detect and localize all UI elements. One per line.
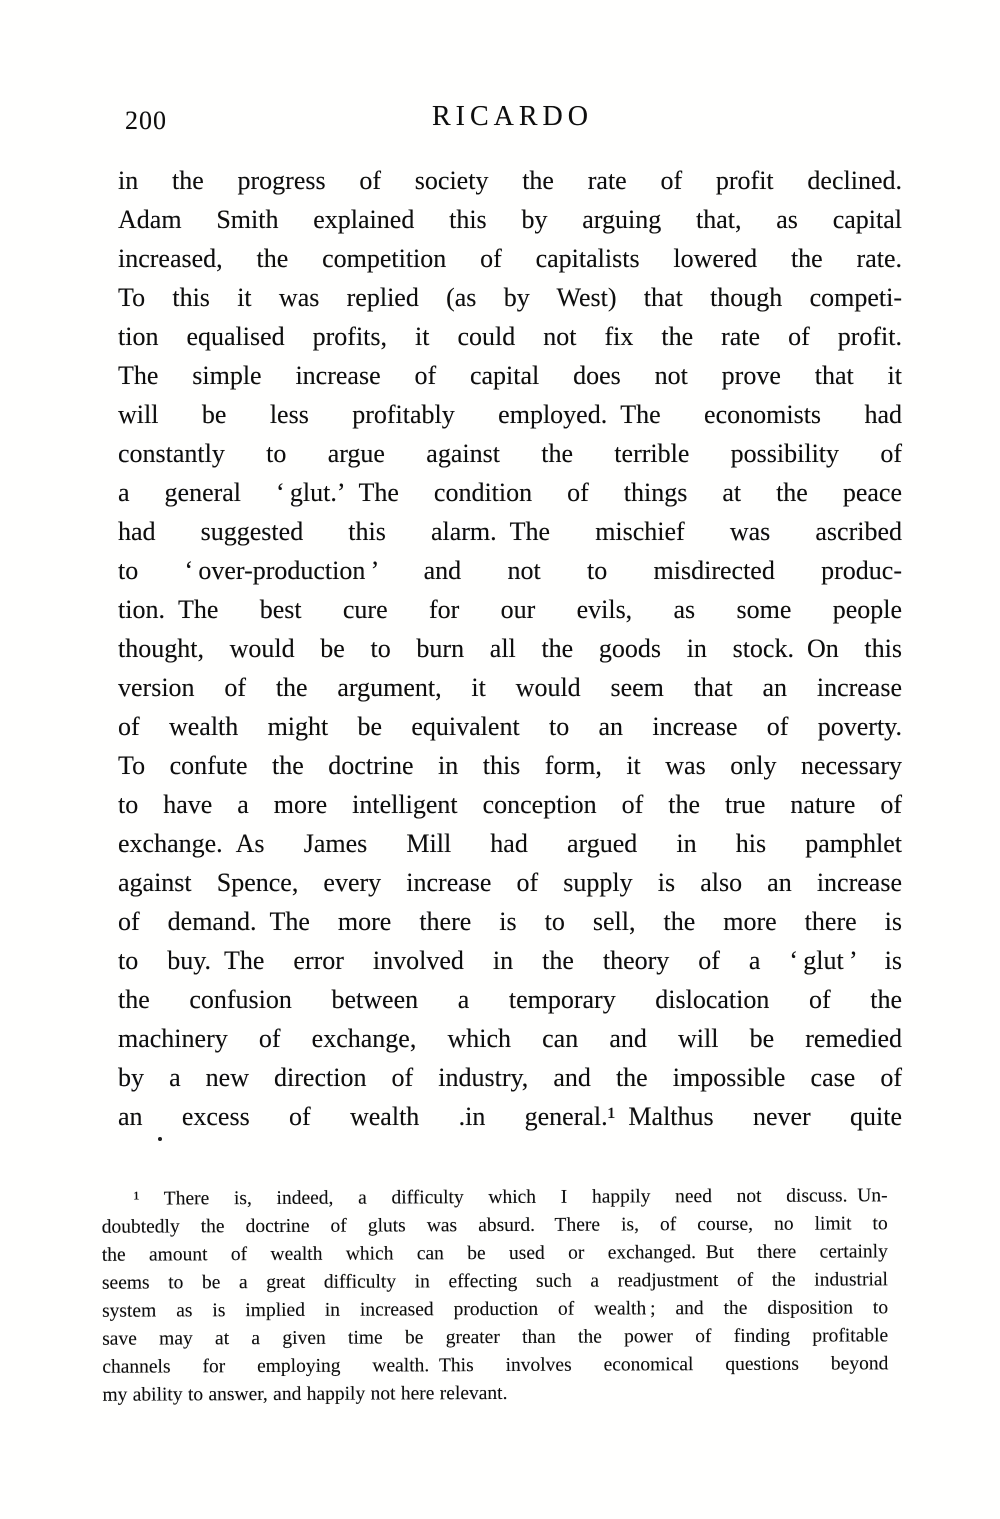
footnote-line: system as is implied in increased production of wealth ; and the disposition to [102,1297,889,1322]
body-text-line: to have a more intelligent conception of the true nature of [118,790,902,819]
body-text-line: To confute the doctrine in this form, it was only necessary [118,751,902,780]
body-text-line: thought, would be to burn all the goods in stock. On this [118,634,902,663]
footnote [102,1182,889,1409]
body-text-line: increased, the competition of capitalists lowered the rate. [118,244,902,273]
body-text-line: machinery of exchange, which can and will be remedied [118,1024,902,1053]
body-text-line: a general ‘ glut.’ The condition of things at the peace [118,478,902,507]
body-text-line: tion equalised profits, it could not fix the rate of profit. [118,322,902,351]
body-text-line: The simple increase of capital does not prove that it [118,361,902,390]
footnote-line: channels for employing wealth. This involves economical questions beyond [102,1353,889,1378]
body-text-line: an excess of wealth .in general.¹ Malthus never quite [118,1102,902,1131]
footnote-line: the amount of wealth which can be used or exchanged. But there certainly [101,1241,888,1266]
body-text-line: the confusion between a temporary dislocation of the [118,985,902,1014]
body-text-line: in the progress of society the rate of profit declined. [118,166,902,195]
body-paragraph [118,161,902,1136]
body-text-line: exchange. As James Mill had argued in his pamphlet [118,829,902,858]
footnote-line: seems to be a great difficulty in effecting such a readjustment of the industrial [101,1269,888,1294]
body-text-line: to ‘ over-production ’ and not to misdirected produc- [118,556,902,585]
ink-speck [158,1137,162,1141]
body-text-line: constantly to argue against the terrible possibility of [118,439,902,468]
body-text-line: version of the argument, it would seem that an increase [118,673,902,702]
body-text-line: Adam Smith explained this by arguing that, as capital [118,205,902,234]
footnote-line: my ability to answer, and happily not here relevant. [102,1382,508,1406]
footnote-line: doubtedly the doctrine of gluts was absurd. There is, of course, no limit to [101,1213,888,1238]
body-text-line: will be less profitably employed. The economists had [118,400,902,429]
body-text-line: tion. The best cure for our evils, as some people [118,595,902,624]
running-title: RICARDO [431,101,593,132]
footnote-line: save may at a given time be greater than the power of finding profitable [102,1325,889,1350]
body-text-line: to buy. The error involved in the theory of a ‘ glut ’ is [118,946,902,975]
body-text-line: by a new direction of industry, and the impossible case of [118,1063,902,1092]
page-number: 200 [125,106,167,135]
body-text-line: of demand. The more there is to sell, the more there is [118,907,902,936]
body-text-line: against Spence, every increase of supply is also an increase [118,868,902,897]
footnote-line: ¹ There is, indeed, a difficulty which I happily need not discuss. Un- [133,1185,888,1210]
page-header [118,100,902,140]
body-text-line: To this it was replied (as by West) that though competi- [118,283,902,312]
body-text-line: of wealth might be equivalent to an increase of poverty. [118,712,902,741]
body-text-line: had suggested this alarm. The mischief was ascribed [118,517,902,546]
